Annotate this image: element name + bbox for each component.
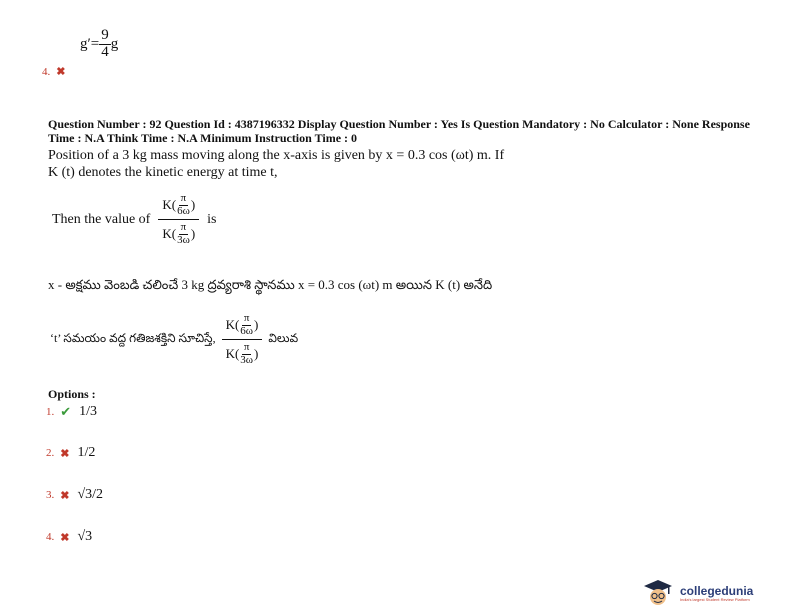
option-value: √3 xyxy=(77,529,93,544)
option-number: 4. xyxy=(46,531,55,543)
cross-icon: ✖ xyxy=(60,531,70,544)
cross-icon: ✖ xyxy=(60,489,70,502)
options-label: Options : xyxy=(48,387,96,401)
question-meta: Question Number : 92 Question Id : 4387196332 Display Question Number : Yes Is Question Mandatory : No Calculator : None Response Time : N.A Think Time : N.A Minimum Instruction Time : 0 xyxy=(48,117,750,145)
question-ratio-english: Then the value of K( $\frac{\pi}{6\omega}$ ) K( $\frac{\pi}{3\omega}$ ) is xyxy=(52,192,217,246)
question-text-telugu: x - అక్షము వెంబడి చలించే 3 kg ద్రవ్యరాశి స్థానము x = 0.3 cos (ωt) m అయిన K (t) అనేది xyxy=(48,277,493,292)
brand-tagline: India's largest Student Review Platform xyxy=(680,596,750,602)
question-ratio-telugu: ‘t’ సమయం వద్ద గతిజశక్తిని సూచిస్తే, K( $\frac{\pi}{6\omega}$ ) K( $\frac{\pi}{3\omega}$ ) విలువ xyxy=(50,312,299,366)
question-text-english: Position of a 3 kg mass moving along the x-axis is given by x = 0.3 cos (ωt) m. If K (t) denotes the kinetic energy at time t, xyxy=(48,148,505,180)
option-number: 4. xyxy=(42,66,51,78)
cross-icon: ✖ xyxy=(56,66,66,78)
brand-name: collegedunia xyxy=(680,583,754,598)
option-number: 1. xyxy=(46,406,55,418)
option-value: 1/2 xyxy=(77,445,96,460)
graduate-mascot-icon xyxy=(640,578,676,608)
option-number: 3. xyxy=(46,489,55,501)
option-value: 1/3 xyxy=(79,404,98,419)
option-3[interactable] xyxy=(46,487,103,503)
option-1[interactable] xyxy=(46,404,97,420)
previous-option-expression: g′= $\frac{9}{4}$ g xyxy=(80,27,119,60)
option-2[interactable] xyxy=(46,445,95,461)
option-value: √3/2 xyxy=(77,487,104,502)
check-icon: ✔ xyxy=(60,404,72,419)
cross-icon: ✖ xyxy=(60,447,70,460)
kinetic-energy-ratio: K( $\frac{\pi}{6\omega}$ ) K( $\frac{\pi}{3\omega}$ ) xyxy=(158,193,199,246)
option-number: 2. xyxy=(46,447,55,459)
option-4[interactable] xyxy=(46,529,92,545)
collegedunia-logo xyxy=(640,578,753,608)
previous-option xyxy=(42,28,242,80)
kinetic-energy-ratio-telugu: K( $\frac{\pi}{6\omega}$ ) K( $\frac{\pi}{3\omega}$ ) xyxy=(222,313,263,366)
